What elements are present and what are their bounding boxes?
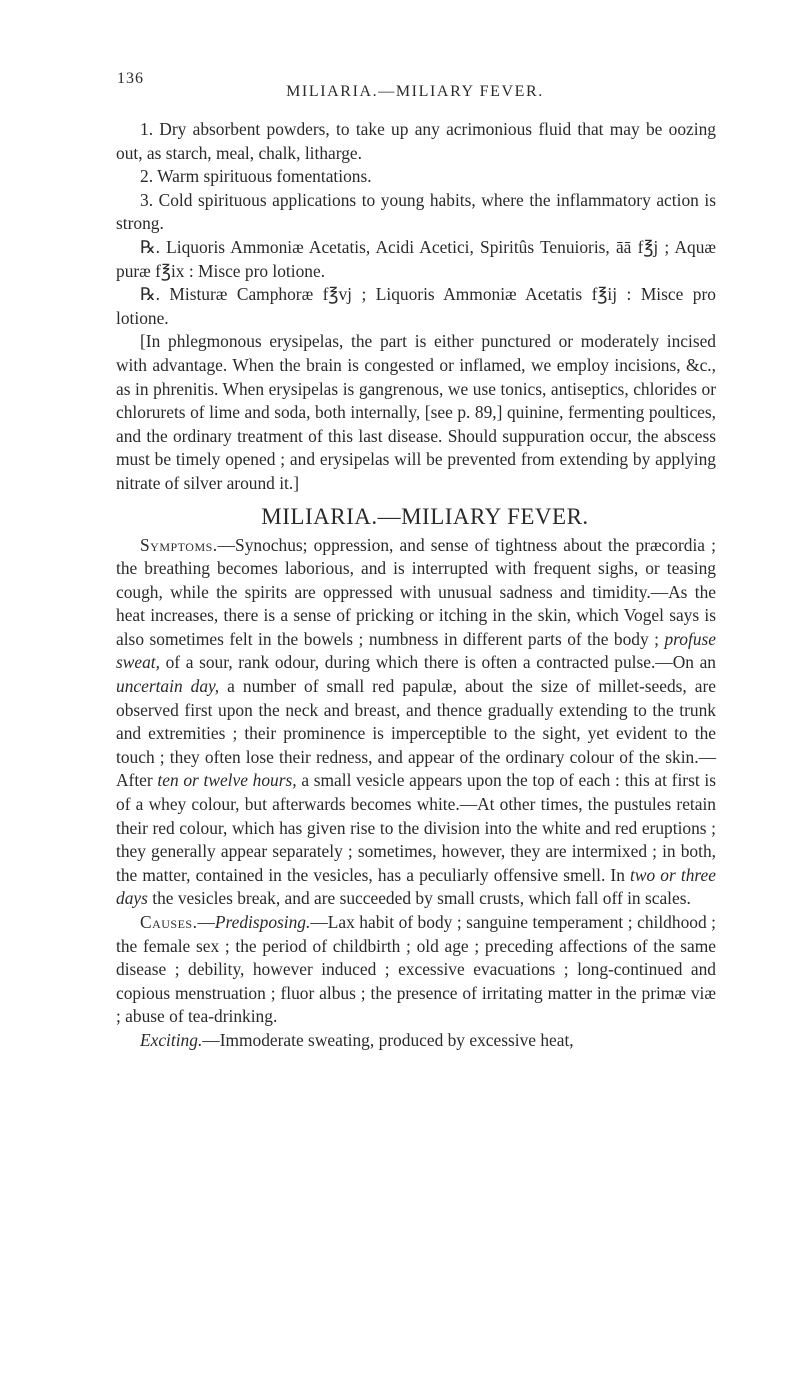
exciting-text: —Immoderate sweating, produced by excessive heat, <box>202 1029 574 1050</box>
remedy-3: 3. Cold spirituous applications to young habits, where the inflammatory action is strong. <box>116 189 716 234</box>
predisposing-text: —Lax habit of body ; sanguine temperament ; childhood ; the female sex ; the period of childbirth ; old age ; preceding affections of the same disease ; debility, however induced ; excessive evacuations ; long-continued and copious menstruation ; fluor albus ; the presence of irritating matter in the primæ viæ ; abuse of tea-drinking. <box>116 912 716 1027</box>
prescription-2: ℞. Misturæ Camphoræ f℥vj ; Liquoris Ammoniæ Acetatis f℥ij : Misce pro lotione. <box>116 284 716 328</box>
page-number: 136 <box>117 70 144 87</box>
symptoms-emphasis-2: uncertain day, <box>116 676 220 697</box>
exciting-label: Exciting. <box>140 1029 203 1050</box>
causes-dash: — <box>197 912 215 932</box>
symptoms-text-2: of a sour, rank odour, during which there is often a contracted pulse.—On an <box>159 652 716 673</box>
remedy-2: 2. Warm spirituous fomentations. <box>140 166 372 187</box>
prescription-1: ℞. Liquoris Ammoniæ Acetatis, Acidi Acetici, Spiritûs Tenuioris, āā f℥j ; Aquæ puræ f℥ix : Misce pro lotione. <box>116 236 716 281</box>
causes-paragraph <box>116 911 716 1029</box>
symptoms-emphasis-3: ten or twelve hours, <box>157 770 297 791</box>
symptoms-paragraph <box>116 534 716 912</box>
symptoms-label: Symptoms. <box>140 534 218 555</box>
exciting-paragraph <box>116 1029 716 1053</box>
symptoms-text-3: a number of small red papulæ, about the size of millet-seeds, are observed first upon the neck and breast, and thence gradually extending to the trunk and extremities ; their prominence is imperceptible to the sight, yet evident to the touch ; they often lose their redness, and appear of the ordinary colour of the skin.—After <box>116 676 716 791</box>
page-body <box>116 118 716 1053</box>
erysipelas-note: [In phlegmonous erysipelas, the part is either punctured or moderately incised with advantage. When the brain is congested or inflamed, we employ incisions, &c., as in phrenitis. When erysipelas is gangrenous, we use tonics, antiseptics, chlorides or chlorurets of lime and soda, both internally, [see p. 89,] quinine, fermenting poultices, and the ordinary treatment of this last disease. Should suppuration occur, the abscess must be timely opened ; and erysipelas will be prevented from extending by applying nitrate of silver around it.] <box>116 331 716 493</box>
running-head: MILIARIA.—MILIARY FEVER. <box>286 83 544 100</box>
symptoms-emphasis-4: two or three days <box>116 864 716 909</box>
symptoms-emphasis-1: profuse sweat, <box>116 628 716 673</box>
causes-label: Causes. <box>140 912 198 932</box>
symptoms-text-1: —Synochus; oppression, and sense of tightness about the præcordia ; the breathing becomes laborious, and is interrupted with frequent sighs, or teasing cough, while the spirits are oppressed with unusual sadness and timidity.—As the heat increases, there is a sense of pricking or itching in the skin, which Vogel says is also sometimes felt in the bowels ; numbness in different parts of the body ; <box>116 534 716 649</box>
remedy-1: 1. Dry absorbent powders, to take up any acrimonious fluid that may be oozing out, as starch, meal, chalk, litharge. <box>116 119 716 163</box>
symptoms-text-5: the vesicles break, and are succeeded by small crusts, which fall off in scales. <box>147 888 691 909</box>
section-title: MILIARIA.—MILIARY FEVER. <box>261 503 589 529</box>
predisposing-label: Predisposing. <box>214 912 311 932</box>
symptoms-text-4: a small vesicle appears upon the top of each : this at first is of a whey colour, but afterwards becomes white.—At other times, the pustules retain their red colour, which has given rise to the division into the white and red eruptions ; they generally appear separately ; sometimes, however, they are intermixed ; in both, the matter, contained in the vesicles, has a peculiarly offensive smell. In <box>116 770 716 885</box>
